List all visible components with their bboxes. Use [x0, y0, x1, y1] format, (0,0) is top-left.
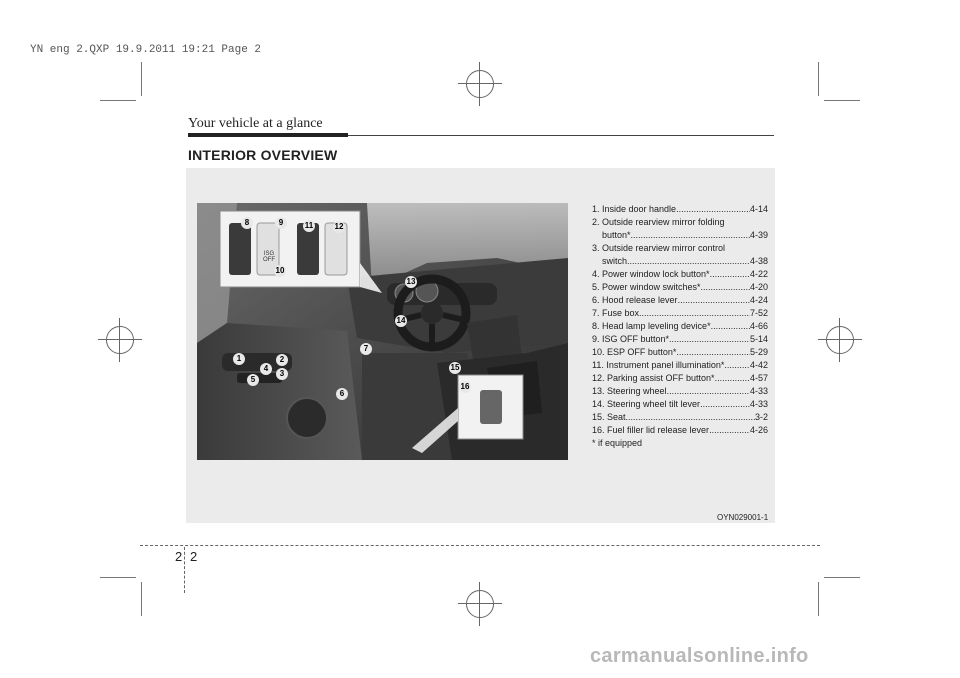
list-item-label: 10. ESP OFF button* — [592, 347, 677, 357]
list-item-label: 1. Inside door handle — [592, 204, 677, 214]
crop-mark — [141, 62, 142, 96]
list-item — [592, 281, 768, 294]
crop-mark — [818, 582, 819, 616]
list-item-label: 11. Instrument panel illumination* — [592, 360, 725, 370]
chapter-title-bar — [188, 133, 348, 137]
list-item-page: 4-39 — [749, 230, 768, 240]
list-item-page: 4-26 — [749, 425, 768, 435]
chapter-title: Your vehicle at a glance — [188, 116, 323, 131]
list-item — [592, 242, 768, 268]
callout: 7 — [360, 343, 372, 355]
list-item-page: 4-14 — [749, 204, 768, 214]
callout: 5 — [247, 374, 259, 386]
callout: 1 — [233, 353, 245, 365]
list-item-label: 2. Outside rearview mirror folding — [592, 217, 725, 227]
crop-mark — [818, 62, 819, 96]
site-watermark: carmanualsonline.info — [590, 645, 809, 667]
list-item — [592, 268, 768, 281]
list-item-label: 5. Power window switches* — [592, 282, 701, 292]
list-item-page: 4-24 — [749, 295, 768, 305]
list-item-page: 4-20 — [749, 282, 768, 292]
list-item-label-cont: switch — [602, 256, 628, 266]
list-item-label: 6. Hood release lever — [592, 295, 678, 305]
callout: 10 — [275, 266, 285, 275]
list-item — [592, 320, 768, 333]
footer-divider — [184, 547, 185, 593]
registration-mark-bottom — [458, 582, 502, 626]
list-item — [592, 372, 768, 385]
list-item-label: 9. ISG OFF button* — [592, 334, 670, 344]
crop-mark — [100, 100, 136, 101]
list-item — [592, 398, 768, 411]
list-item — [592, 411, 768, 424]
crop-mark — [824, 577, 860, 578]
callout: 12 — [334, 222, 344, 231]
figure-code: OYN029001-1 — [717, 513, 769, 522]
list-item-page: 4-33 — [749, 386, 768, 396]
list-item-label: 16. Fuel filler lid release lever — [592, 425, 710, 435]
list-item-page: 4-42 — [749, 360, 768, 370]
switch-label: ISG OFF — [263, 251, 275, 263]
registration-mark-right — [818, 318, 862, 362]
list-item-label: 4. Power window lock button* — [592, 269, 710, 279]
registration-mark-left — [98, 318, 142, 362]
chapter-number: 2 — [175, 549, 183, 564]
list-item-label-cont: button* — [602, 230, 631, 240]
list-item-page: 4-22 — [749, 269, 768, 279]
equipment-note: * if equipped — [592, 438, 643, 448]
callout: 4 — [260, 363, 272, 375]
list-item — [592, 346, 768, 359]
crop-mark — [141, 582, 142, 616]
list-item-page: 4-66 — [749, 321, 768, 331]
callout: 13 — [406, 277, 416, 286]
footer-rule — [140, 545, 820, 546]
page-number: 2 — [190, 549, 198, 564]
callout: 16 — [460, 382, 470, 391]
callout: 8 — [241, 217, 253, 229]
callout: 3 — [276, 368, 288, 380]
list-item-page: 4-38 — [749, 256, 768, 266]
callout: 11 — [304, 221, 314, 230]
list-item — [592, 333, 768, 346]
list-item-page: 4-57 — [749, 373, 768, 383]
callout: 6 — [336, 388, 348, 400]
list-item-label: 14. Steering wheel tilt lever — [592, 399, 701, 409]
list-item — [592, 385, 768, 398]
list-item-page: 4-33 — [749, 399, 768, 409]
callout: 14 — [396, 316, 406, 325]
list-item — [592, 424, 768, 437]
list-item-label: 3. Outside rearview mirror control — [592, 243, 726, 253]
list-item-label: 15. Seat — [592, 412, 626, 422]
list-item-label: 13. Steering wheel — [592, 386, 667, 396]
list-item-page: 5-29 — [749, 347, 768, 357]
list-item-page: 3-2 — [754, 412, 768, 422]
list-item-page: 7-52 — [749, 308, 768, 318]
crop-mark — [824, 100, 860, 101]
callout: 15 — [450, 363, 460, 372]
list-item-page: 5-14 — [749, 334, 768, 344]
list-item — [592, 359, 768, 372]
list-item-label: 12. Parking assist OFF button* — [592, 373, 715, 383]
print-slug: YN eng 2.QXP 19.9.2011 19:21 Page 2 — [30, 44, 262, 56]
list-item — [592, 203, 768, 216]
crop-mark — [100, 577, 136, 578]
callout: 2 — [276, 354, 288, 366]
list-item — [592, 216, 768, 242]
section-title: INTERIOR OVERVIEW — [188, 147, 338, 163]
header-rule — [348, 135, 774, 136]
list-item-label: 7. Fuse box — [592, 308, 640, 318]
list-item — [592, 307, 768, 320]
list-item — [592, 294, 768, 307]
registration-mark-top — [458, 62, 502, 106]
interior-illustration — [197, 203, 568, 460]
callout: 9 — [275, 217, 287, 229]
list-item-label: 8. Head lamp leveling device* — [592, 321, 711, 331]
component-list — [592, 203, 768, 450]
